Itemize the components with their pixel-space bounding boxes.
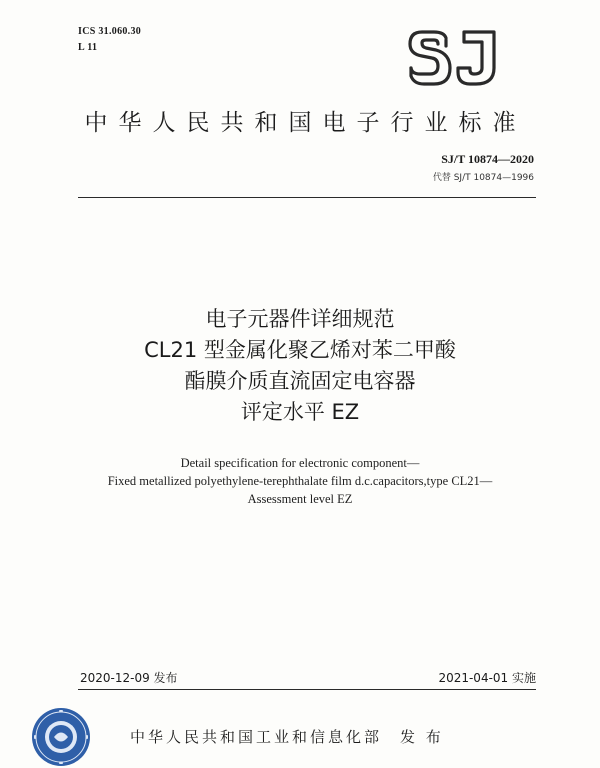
chinese-title-line-4: 评定水平 EZ xyxy=(240,400,360,424)
standard-category: 中华人民共和国电子行业标准 xyxy=(84,110,527,136)
footer-divider xyxy=(78,689,536,690)
header-divider xyxy=(78,197,536,198)
chinese-title xyxy=(0,304,600,428)
chinese-title-line-2: CL21 型金属化聚乙烯对苯二甲酸 xyxy=(144,338,456,362)
certification-seal-icon xyxy=(30,706,92,768)
chinese-title-line-1: 电子元器件详细规范 xyxy=(205,307,395,331)
english-title xyxy=(0,454,600,508)
english-title-line-2: Fixed metallized polyethylene-terephthalate film d.c.capacitors,type CL21— xyxy=(107,474,493,488)
implementation-date: 2021-04-01 实施 xyxy=(438,671,536,685)
issue-date: 2020-12-09 发布 xyxy=(80,671,178,685)
ccs-code: L 11 xyxy=(78,42,98,53)
sj-logo xyxy=(404,28,500,88)
standard-number: SJ/T 10874—2020 xyxy=(441,152,534,166)
english-title-line-3: Assessment level EZ xyxy=(247,492,353,506)
ics-code: ICS 31.060.30 xyxy=(78,26,142,37)
issuer-action: 发 布 xyxy=(400,728,444,746)
english-title-line-1: Detail specification for electronic component— xyxy=(180,456,420,470)
issuer-line xyxy=(130,726,444,747)
issuer-name: 中华人民共和国工业和信息化部 xyxy=(130,728,383,746)
chinese-title-line-3: 酯膜介质直流固定电容器 xyxy=(184,369,416,393)
replaces-standard: 代替 SJ/T 10874—1996 xyxy=(432,173,534,183)
